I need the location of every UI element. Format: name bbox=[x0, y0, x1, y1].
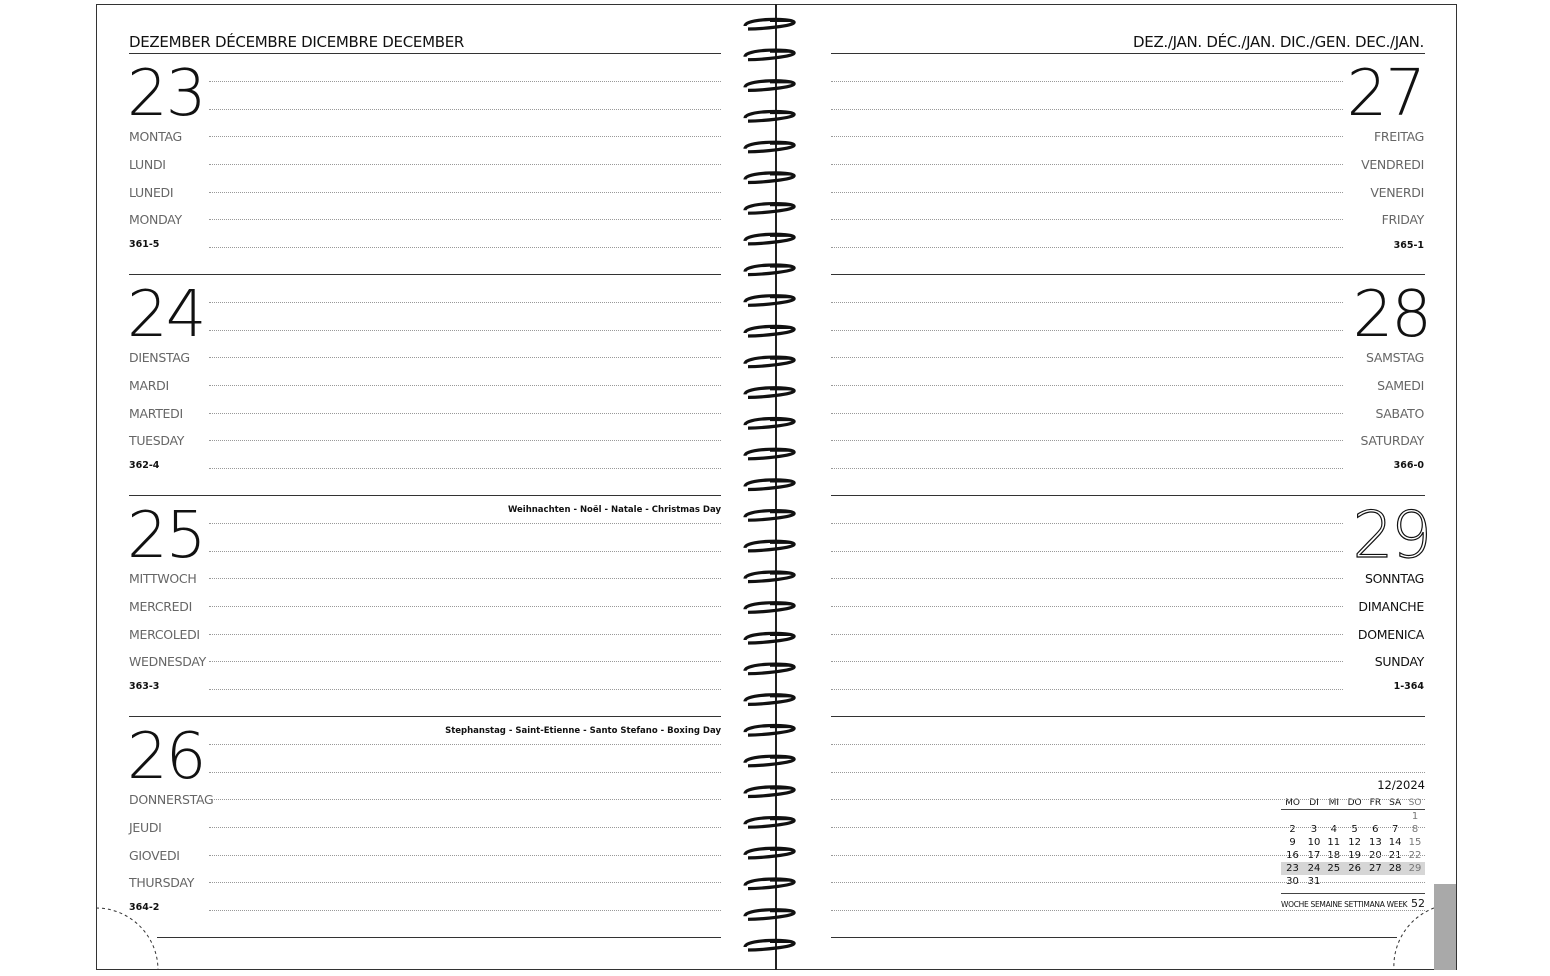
mini-cell: 8 bbox=[1411, 824, 1419, 835]
mini-cell: 6 bbox=[1372, 824, 1379, 835]
spiral-ring bbox=[745, 296, 794, 306]
mini-current-week-row bbox=[1281, 862, 1425, 875]
day-number: 27 bbox=[1346, 57, 1424, 131]
writing-line bbox=[209, 661, 721, 662]
weekday-de: MITTWOCH bbox=[129, 571, 197, 586]
day-number: 28 bbox=[1352, 278, 1430, 352]
writing-line bbox=[209, 219, 721, 220]
mini-head: DO bbox=[1344, 796, 1366, 810]
writing-line bbox=[831, 855, 1425, 856]
weekday-de: SONNTAG bbox=[1364, 571, 1424, 586]
writing-line bbox=[831, 523, 1343, 524]
spiral-ring bbox=[745, 541, 794, 551]
weekday-de: DIENSTAG bbox=[129, 350, 190, 365]
mini-calendar-grid bbox=[1281, 796, 1425, 888]
left-header-rule bbox=[129, 53, 721, 54]
day-number: 29 bbox=[1352, 499, 1430, 573]
mini-head: MI bbox=[1324, 796, 1344, 810]
day-code: 361-5 bbox=[129, 239, 160, 250]
writing-line bbox=[831, 192, 1343, 193]
writing-line bbox=[831, 578, 1343, 579]
weekday-it: MARTEDI bbox=[129, 406, 183, 421]
mini-calendar bbox=[1281, 778, 1425, 910]
day-divider bbox=[831, 716, 1425, 717]
writing-line bbox=[831, 357, 1343, 358]
weekday-fr: MARDI bbox=[129, 378, 169, 393]
day-code: 1-364 bbox=[1393, 681, 1424, 692]
writing-line bbox=[209, 330, 721, 331]
mini-cell: 3 bbox=[1310, 824, 1318, 835]
mini-cell bbox=[1304, 810, 1324, 824]
mini-cell: 29 bbox=[1405, 862, 1425, 875]
writing-line bbox=[831, 164, 1343, 165]
mini-cell: 21 bbox=[1388, 850, 1402, 861]
writing-line bbox=[831, 330, 1343, 331]
weekday-it: LUNEDI bbox=[129, 185, 174, 200]
writing-line bbox=[831, 551, 1343, 552]
writing-line bbox=[831, 247, 1343, 248]
mini-cell: 12 bbox=[1348, 837, 1361, 848]
day-divider bbox=[831, 274, 1425, 275]
spiral-ring bbox=[745, 511, 794, 521]
spiral-ring bbox=[745, 142, 794, 152]
mini-cell: 15 bbox=[1408, 837, 1422, 848]
writing-line bbox=[209, 302, 721, 303]
weekday-en: THURSDAY bbox=[129, 875, 195, 890]
writing-line bbox=[831, 468, 1343, 469]
writing-line bbox=[209, 799, 721, 800]
spiral-ring bbox=[745, 633, 794, 643]
mini-cell: 18 bbox=[1327, 850, 1341, 861]
day-code: 363-3 bbox=[129, 681, 160, 692]
spiral-ring bbox=[745, 572, 794, 582]
weekday-de: DONNERSTAG bbox=[129, 792, 214, 807]
writing-line bbox=[831, 385, 1343, 386]
writing-line bbox=[831, 606, 1343, 607]
weekday-en: TUESDAY bbox=[129, 433, 185, 448]
day-divider bbox=[129, 274, 721, 275]
writing-line bbox=[831, 634, 1343, 635]
mini-cell bbox=[1324, 810, 1344, 824]
writing-line bbox=[831, 689, 1343, 690]
spiral-ring bbox=[745, 111, 794, 121]
writing-line bbox=[831, 109, 1343, 110]
week-footer bbox=[1281, 893, 1425, 910]
writing-line bbox=[831, 799, 1425, 800]
week-number: 52 bbox=[1411, 897, 1425, 910]
weekday-it: GIOVEDI bbox=[129, 848, 180, 863]
writing-line bbox=[209, 523, 721, 524]
mini-cell: 16 bbox=[1286, 850, 1299, 861]
writing-line bbox=[209, 606, 721, 607]
weekday-en: SATURDAY bbox=[1360, 433, 1424, 448]
day-number: 24 bbox=[127, 278, 205, 352]
spiral-ring bbox=[745, 326, 794, 336]
mini-cell bbox=[1344, 810, 1366, 824]
spiral-ring bbox=[745, 756, 794, 766]
weekday-de: MONTAG bbox=[129, 129, 182, 144]
mini-cell: 24 bbox=[1304, 862, 1324, 875]
writing-line bbox=[209, 855, 721, 856]
mini-cell: 19 bbox=[1348, 850, 1361, 861]
corner-perforation-left bbox=[96, 900, 166, 972]
writing-line bbox=[209, 468, 721, 469]
mini-cell: 2 bbox=[1289, 824, 1296, 835]
writing-line bbox=[209, 744, 721, 745]
writing-line bbox=[831, 772, 1425, 773]
mini-cell: 9 bbox=[1289, 837, 1296, 848]
writing-line bbox=[209, 385, 721, 386]
spiral-ring bbox=[745, 418, 794, 428]
mini-cell: 5 bbox=[1351, 824, 1358, 835]
spiral-ring bbox=[745, 910, 794, 920]
writing-line bbox=[209, 357, 721, 358]
writing-line bbox=[831, 827, 1425, 828]
mini-cell: 26 bbox=[1344, 862, 1366, 875]
mini-cell: 13 bbox=[1369, 837, 1382, 848]
spiral-ring bbox=[745, 357, 794, 367]
spiral-ring bbox=[745, 879, 794, 889]
writing-line bbox=[209, 109, 721, 110]
day-code: 364-2 bbox=[129, 902, 160, 913]
weekday-fr: JEUDI bbox=[129, 820, 162, 835]
page-bottom-rule bbox=[157, 937, 721, 938]
writing-line bbox=[209, 910, 721, 911]
mini-head: DI bbox=[1304, 796, 1324, 810]
left-page-header: DEZEMBER DÉCEMBRE DICEMBRE DECEMBER bbox=[129, 33, 464, 51]
day-divider bbox=[129, 495, 721, 496]
day-number: 25 bbox=[127, 499, 205, 573]
spiral-ring bbox=[745, 787, 794, 797]
holiday-label: Weihnachten - Noël - Natale - Christmas Day bbox=[507, 505, 721, 515]
mini-cell: 20 bbox=[1369, 850, 1382, 861]
mini-cell: 7 bbox=[1391, 824, 1399, 835]
weekday-fr: VENDREDI bbox=[1361, 157, 1424, 172]
spiral-ring bbox=[745, 818, 794, 828]
mini-cell: 22 bbox=[1408, 850, 1422, 861]
writing-line bbox=[831, 302, 1343, 303]
weekday-fr: LUNDI bbox=[129, 157, 166, 172]
mini-cell bbox=[1385, 810, 1405, 824]
mini-head: MO bbox=[1281, 796, 1304, 810]
spiral-ring bbox=[745, 81, 794, 91]
weekday-en: MONDAY bbox=[129, 212, 182, 227]
mini-cell: 27 bbox=[1365, 862, 1385, 875]
writing-line bbox=[209, 551, 721, 552]
day-code: 362-4 bbox=[129, 460, 160, 471]
writing-line bbox=[209, 164, 721, 165]
day-code: 365-1 bbox=[1393, 240, 1424, 251]
spiral-ring bbox=[745, 265, 794, 275]
writing-line bbox=[209, 247, 721, 248]
spiral-binding bbox=[740, 10, 805, 960]
writing-line bbox=[831, 882, 1425, 883]
spiral-ring bbox=[745, 940, 794, 950]
mini-cell: 28 bbox=[1385, 862, 1405, 875]
mini-cell: 1 bbox=[1411, 811, 1419, 822]
mini-head: SO bbox=[1405, 796, 1425, 810]
weekday-en: FRIDAY bbox=[1381, 212, 1424, 227]
spiral-ring bbox=[745, 695, 794, 705]
week-label: WOCHE SEMAINE SETTIMANA WEEK bbox=[1281, 900, 1408, 909]
spiral-ring bbox=[745, 725, 794, 735]
mini-head: SA bbox=[1385, 796, 1405, 810]
right-page-header: DEZ./JAN. DÉC./JAN. DIC./GEN. DEC./JAN. bbox=[1133, 33, 1424, 51]
day-number: 23 bbox=[127, 57, 205, 131]
writing-line bbox=[831, 744, 1425, 745]
mini-cell: 25 bbox=[1324, 862, 1344, 875]
weekday-de: FREITAG bbox=[1373, 129, 1424, 144]
weekday-fr: MERCREDI bbox=[129, 599, 192, 614]
weekday-en: SUNDAY bbox=[1374, 654, 1424, 669]
mini-cell bbox=[1365, 810, 1385, 824]
writing-line bbox=[209, 827, 721, 828]
writing-line bbox=[831, 219, 1343, 220]
spiral-ring bbox=[745, 664, 794, 674]
spiral-ring bbox=[745, 603, 794, 613]
spiral-ring bbox=[745, 848, 794, 858]
writing-line bbox=[831, 413, 1343, 414]
writing-line bbox=[209, 772, 721, 773]
mini-cell: 10 bbox=[1307, 837, 1321, 848]
mini-cell bbox=[1281, 810, 1304, 824]
writing-line bbox=[209, 440, 721, 441]
writing-line bbox=[209, 634, 721, 635]
mini-cell: 30 bbox=[1286, 876, 1299, 887]
mini-cell: 17 bbox=[1307, 850, 1321, 861]
spiral-ring bbox=[745, 19, 794, 29]
mini-cell: 14 bbox=[1388, 837, 1402, 848]
page-bottom-rule bbox=[831, 937, 1397, 938]
writing-line bbox=[209, 413, 721, 414]
weekday-it: MERCOLEDI bbox=[129, 627, 200, 642]
mini-calendar-title: 12/2024 bbox=[1377, 778, 1425, 792]
writing-line bbox=[831, 81, 1343, 82]
mini-cell: 11 bbox=[1327, 837, 1341, 848]
mini-head: FR bbox=[1365, 796, 1385, 810]
right-header-rule bbox=[831, 53, 1425, 54]
mini-cell: 4 bbox=[1330, 824, 1337, 835]
spiral-ring bbox=[745, 234, 794, 244]
spiral-ring bbox=[745, 204, 794, 214]
weekday-de: SAMSTAG bbox=[1365, 350, 1424, 365]
spiral-ring bbox=[745, 480, 794, 490]
writing-line bbox=[209, 81, 721, 82]
writing-line bbox=[209, 578, 721, 579]
spiral-ring bbox=[745, 173, 794, 183]
holiday-label: Stephanstag - Saint-Etienne - Santo Stefano - Boxing Day bbox=[445, 726, 721, 736]
page-edge-tab bbox=[1434, 884, 1456, 970]
weekday-fr: DIMANCHE bbox=[1358, 599, 1424, 614]
writing-line bbox=[209, 192, 721, 193]
day-divider bbox=[831, 495, 1425, 496]
spiral-ring bbox=[745, 50, 794, 60]
writing-line bbox=[831, 136, 1343, 137]
writing-line bbox=[831, 910, 1425, 911]
day-code: 366-0 bbox=[1393, 460, 1424, 471]
weekday-fr: SAMEDI bbox=[1377, 378, 1424, 393]
weekday-it: VENERDI bbox=[1370, 185, 1424, 200]
mini-cell: 31 bbox=[1307, 876, 1321, 887]
writing-line bbox=[831, 440, 1343, 441]
spiral-ring bbox=[745, 449, 794, 459]
writing-line bbox=[209, 689, 721, 690]
day-divider bbox=[129, 716, 721, 717]
weekday-it: DOMENICA bbox=[1357, 627, 1424, 642]
writing-line bbox=[831, 661, 1343, 662]
weekday-en: WEDNESDAY bbox=[129, 654, 206, 669]
weekday-it: SABATO bbox=[1375, 406, 1424, 421]
writing-line bbox=[209, 136, 721, 137]
mini-cell: 23 bbox=[1281, 862, 1304, 875]
day-number: 26 bbox=[127, 720, 205, 794]
spiral-ring bbox=[745, 388, 794, 398]
writing-line bbox=[209, 882, 721, 883]
